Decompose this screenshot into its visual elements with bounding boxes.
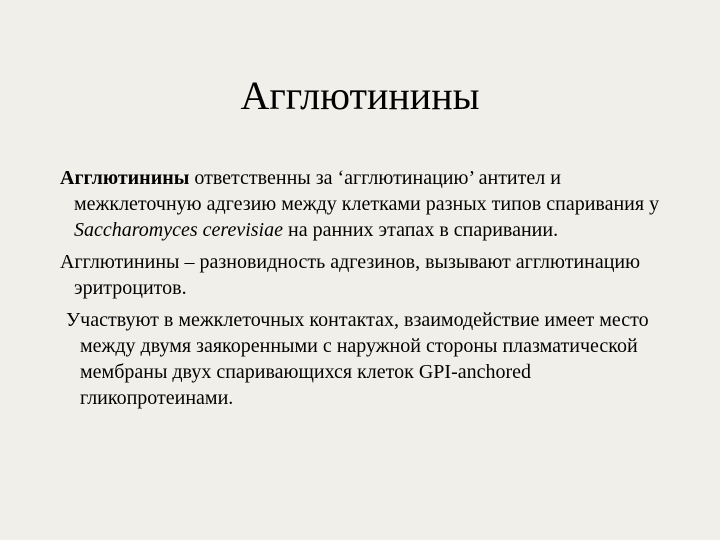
paragraph-text: ответственны за ‘агглютинацию’ антител и межклеточную адгезию между клетками разных типов спаривания у xyxy=(74,167,660,215)
slide-body xyxy=(60,165,670,417)
paragraph-text: на ранних этапах в спаривании. xyxy=(282,219,559,241)
paragraph-cell-contacts: Участвуют в межклеточных контактах, взаимодействие имеет место между двумя заякоренными с наружной стороны плазматической мембраны двух спаривающихся клеток GPI-anchored гликопротеинами. xyxy=(66,309,649,409)
paragraph-agglutinins-role xyxy=(60,165,670,243)
bold-term: Агглютинины xyxy=(60,167,190,189)
slide-title: Агглютинины xyxy=(240,73,480,118)
paragraph-adhesins: Агглютинины – разновидность адгезинов, вызывают агглютинацию эритроцитов. xyxy=(60,251,641,299)
species-name: Saccharomyces cerevisiae xyxy=(74,219,283,241)
